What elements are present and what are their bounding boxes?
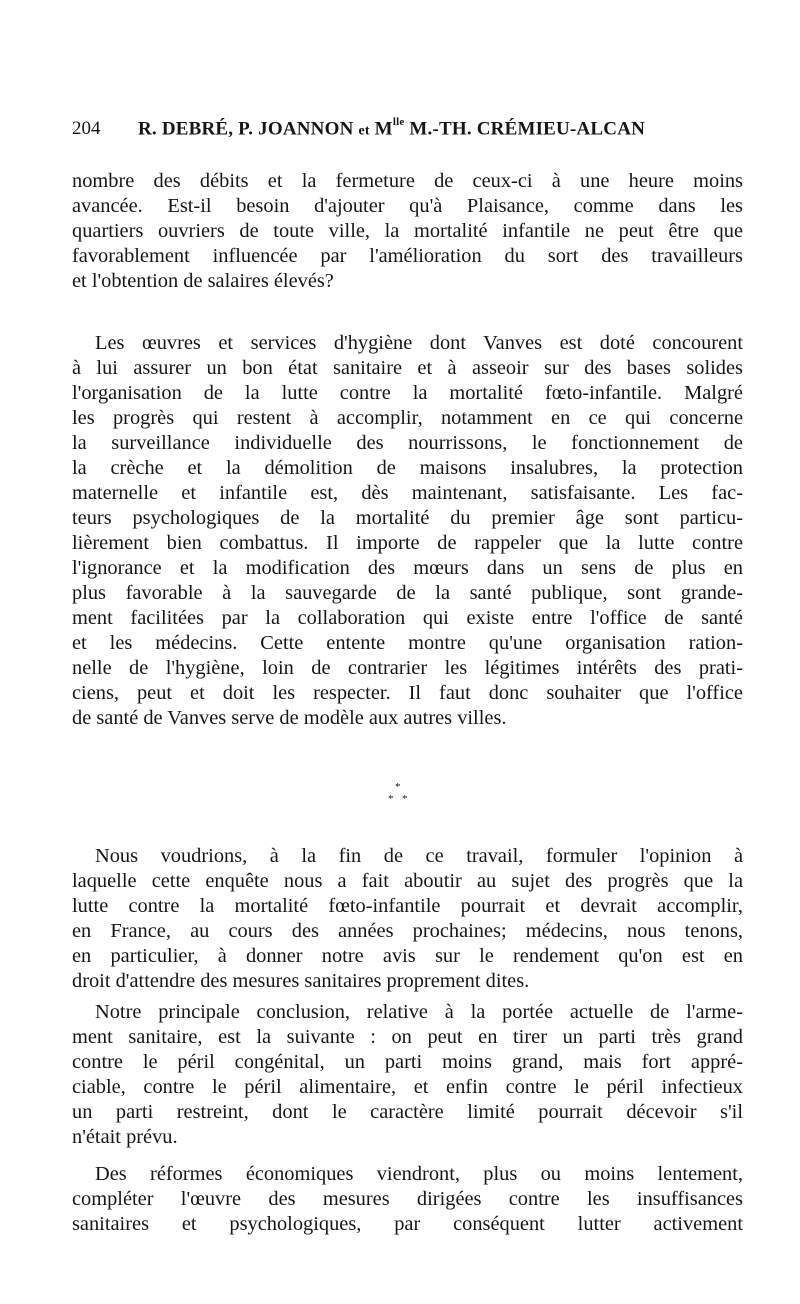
- running-head: [138, 118, 645, 140]
- text-line: les progrès qui restent à accomplir, notamment en ce qui concerne: [72, 407, 743, 429]
- text-line: laquelle cette enquête nous a fait aboutir au sujet des progrès que la: [72, 870, 743, 892]
- text-line: ciable, contre le péril alimentaire, et enfin contre le péril infectieux: [72, 1076, 743, 1098]
- separator-star: *: [395, 781, 401, 793]
- separator-star: *: [388, 793, 394, 805]
- text-line: et les médecins. Cette entente montre qu'une organisation ration-: [72, 632, 743, 654]
- text-line: Des réformes économiques viendront, plus ou moins lentement,: [95, 1163, 743, 1185]
- text-line: nombre des débits et la fermeture de ceux-ci à une heure moins: [72, 170, 743, 192]
- paragraph-1: [72, 169, 743, 294]
- text-line: sanitaires et psychologiques, par conséquent lutter activement: [72, 1213, 743, 1235]
- text-line: en France, au cours des années prochaines; médecins, nous tenons,: [72, 920, 743, 942]
- text-line: Notre principale conclusion, relative à la portée actuelle de l'arme-: [95, 1001, 743, 1023]
- page-header: [72, 118, 752, 146]
- text-line: la surveillance individuelle des nourrissons, le fonctionnement de: [72, 432, 743, 454]
- text-line: la crèche et la démolition de maisons insalubres, la protection: [72, 457, 743, 479]
- running-head-authors-end: M.-TH. CRÉMIEU-ALCAN: [404, 118, 646, 140]
- paragraph-4: [72, 1000, 743, 1150]
- text-line: ciens, peut et doit les respecter. Il faut donc souhaiter que l'office: [72, 682, 743, 704]
- running-head-title-prefix: M: [369, 118, 393, 140]
- paragraph-3: [72, 844, 743, 994]
- text-line: à lui assurer un bon état sanitaire et à asseoir sur des bases solides: [72, 357, 743, 379]
- text-line: de santé de Vanves serve de modèle aux autres villes.: [72, 707, 507, 729]
- paragraph-5: [72, 1162, 743, 1237]
- text-line: plus favorable à la sauvegarde de la santé publique, sont grande-: [72, 582, 743, 604]
- text-line: droit d'attendre des mesures sanitaires proprement dites.: [72, 970, 530, 992]
- text-line: n'était prévu.: [72, 1126, 178, 1148]
- text-line: Nous voudrions, à la fin de ce travail, formuler l'opinion à: [95, 845, 743, 867]
- text-line: avancée. Est-il besoin d'ajouter qu'à Plaisance, comme dans les: [72, 195, 743, 217]
- text-line: ment facilitées par la collaboration qui existe entre l'office de santé: [72, 607, 743, 629]
- text-line: quartiers ouvriers de toute ville, la mortalité infantile ne peut être que: [72, 220, 743, 242]
- text-line: teurs psychologiques de la mortalité du premier âge sont particu-: [72, 507, 743, 529]
- text-line: l'organisation de la lutte contre la mortalité fœto-infantile. Malgré: [72, 382, 743, 404]
- separator-star: *: [402, 793, 408, 805]
- text-line: lièrement bien combattus. Il importe de rappeler que la lutte contre: [72, 532, 743, 554]
- text-line: l'ignorance et la modification des mœurs dans un sens de plus en: [72, 557, 743, 579]
- text-line: maternelle et infantile est, dès maintenant, satisfaisante. Les fac-: [72, 482, 743, 504]
- text-line: ment sanitaire, est la suivante : on peut en tirer un parti très grand: [72, 1026, 743, 1048]
- text-line: et l'obtention de salaires élevés?: [72, 270, 334, 292]
- paragraph-2: [72, 331, 743, 731]
- text-line: un parti restreint, dont le caractère limité pourrait décevoir s'il: [72, 1101, 743, 1123]
- running-head-conjunction: et: [358, 123, 370, 139]
- text-line: contre le péril congénital, un parti moins grand, mais fort appré-: [72, 1051, 743, 1073]
- text-line: Les œuvres et services d'hygiène dont Vanves est doté concourent: [95, 332, 743, 354]
- text-line: nelle de l'hygiène, loin de contrarier les légitimes intérêts des prati-: [72, 657, 743, 679]
- text-line: favorablement influencée par l'amélioration du sort des travailleurs: [72, 245, 743, 267]
- text-line: compléter l'œuvre des mesures dirigées contre les insuffisances: [72, 1188, 743, 1210]
- running-head-title-sup: lle: [392, 116, 405, 128]
- text-line: lutte contre la mortalité fœto-infantile pourrait et devrait accomplir,: [72, 895, 743, 917]
- running-head-authors: R. DEBRÉ, P. JOANNON: [138, 118, 359, 140]
- section-separator: [0, 780, 800, 820]
- text-line: en particulier, à donner notre avis sur le rendement qu'on est en: [72, 945, 743, 967]
- page-number: 204: [72, 118, 101, 139]
